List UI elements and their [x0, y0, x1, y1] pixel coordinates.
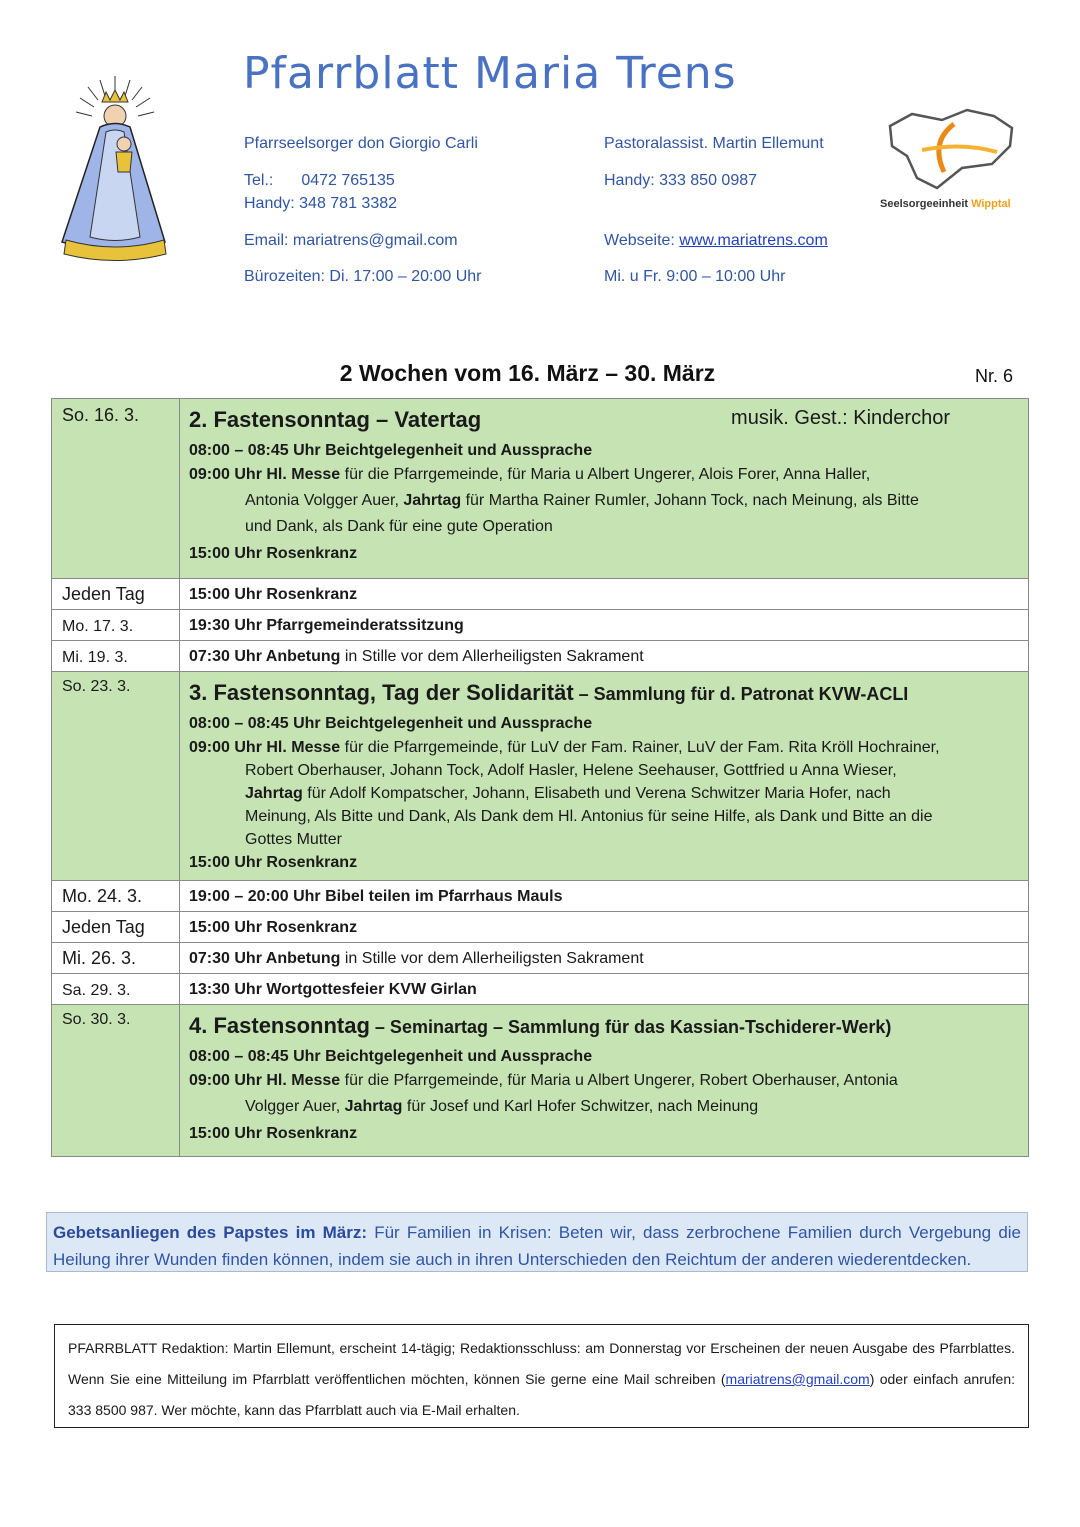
- rosary-line: 15:00 Uhr Rosenkranz: [189, 545, 358, 562]
- website-label: Webseite:: [604, 232, 680, 249]
- row-content: [180, 1005, 1029, 1157]
- row-content: 15:00 Uhr Rosenkranz: [180, 579, 1029, 610]
- prayer-label: Gebetsanliegen des Papstes im März:: [53, 1223, 368, 1242]
- row-content: 19:00 – 20:00 Uhr Bibel teilen im Pfarrhaus Mauls: [180, 881, 1029, 912]
- music-note: musik. Gest.: Kinderchor: [731, 407, 950, 429]
- rosary-line: 15:00 Uhr Rosenkranz: [189, 854, 358, 871]
- assistant-name: Pastoralassist. Martin Ellemunt: [604, 135, 824, 152]
- row-content: 07:30 Uhr Anbetung in Stille vor dem Allerheiligsten Sakrament: [180, 641, 1029, 672]
- row-date: So. 16. 3.: [52, 399, 180, 579]
- row-date: Mo. 24. 3.: [52, 881, 180, 912]
- seelsorgeeinheit-logo: [882, 106, 1022, 196]
- row-content: [180, 399, 1029, 579]
- row-content: 13:30 Uhr Wortgottesfeier KVW Girlan: [180, 974, 1029, 1005]
- table-row: [52, 881, 1029, 912]
- issue-number: Nr. 6: [975, 366, 1014, 386]
- email-value: mariatrens@gmail.com: [292, 232, 458, 249]
- row-date: Jeden Tag: [52, 579, 180, 610]
- table-row: [52, 610, 1029, 641]
- row-content: [180, 672, 1029, 881]
- priest-tel: [244, 172, 395, 190]
- confession-line: 08:00 – 08:45 Uhr Beichtgelegenheit und Aussprache: [189, 715, 593, 732]
- table-row: [52, 579, 1029, 610]
- row-date: So. 23. 3.: [52, 672, 180, 881]
- row-date: Mi. 19. 3.: [52, 641, 180, 672]
- table-row: [52, 672, 1029, 881]
- page-title: Pfarrblatt Maria Trens: [243, 48, 737, 99]
- row-content: 19:30 Uhr Pfarrgemeinderatssitzung: [180, 610, 1029, 641]
- confession-line: 08:00 – 08:45 Uhr Beichtgelegenheit und Aussprache: [189, 1048, 593, 1065]
- table-row: [52, 399, 1029, 579]
- tel-label: Tel.:: [244, 172, 274, 189]
- office-hours-1: Bürozeiten: Di. 17:00 – 20:00 Uhr: [244, 268, 482, 285]
- sunday-title: 4. Fastensonntag – Seminartag – Sammlung für das Kassian-Tschiderer-Werk): [189, 1013, 892, 1038]
- table-row: [52, 641, 1029, 672]
- mass-line: 09:00 Uhr Hl. Messe für die Pfarrgemeinde, für Maria u Albert Ungerer, Robert Oberhauser, Antonia Volgger Auer, Jahrtag für Josef und Karl Hofer Schwitzer, nach Meinung: [189, 1072, 898, 1115]
- row-date: Sa. 29. 3.: [52, 974, 180, 1005]
- schedule-table: [51, 398, 1029, 1157]
- madonna-illustration: [40, 72, 190, 272]
- email-label: Email:: [244, 232, 293, 249]
- office-hours-2: Mi. u Fr. 9:00 – 10:00 Uhr: [604, 268, 786, 285]
- rosary-line: 15:00 Uhr Rosenkranz: [189, 1125, 358, 1142]
- priest-handy: Handy: 348 781 3382: [244, 195, 398, 212]
- papal-prayer-box: [46, 1212, 1028, 1272]
- table-row: [52, 1005, 1029, 1157]
- row-date: Jeden Tag: [52, 912, 180, 943]
- row-date: So. 30. 3.: [52, 1005, 180, 1157]
- sunday-title: 2. Fastensonntag – Vatertag musik. Gest.: Kinderchor: [189, 407, 950, 432]
- row-content: 15:00 Uhr Rosenkranz: [180, 912, 1029, 943]
- row-date: Mo. 17. 3.: [52, 610, 180, 641]
- website-line: [604, 232, 828, 250]
- row-date: Mi. 26. 3.: [52, 943, 180, 974]
- sunday-title: 3. Fastensonntag, Tag der Solidarität – Sammlung für d. Patronat KVW-ACLI: [189, 680, 909, 705]
- table-row: [52, 974, 1029, 1005]
- assistant-handy: Handy: 333 850 0987: [604, 172, 758, 189]
- date-range-heading: 2 Wochen vom 16. März – 30. März: [339, 360, 716, 386]
- email-line: [244, 232, 458, 250]
- table-row: [52, 912, 1029, 943]
- table-row: [52, 943, 1029, 974]
- prayer-text: Für Familien in Krisen: Beten wir, dass zerbrochene Familien durch Vergebung die Heilung ihrer Wunden finden können, indem sie auch in ihren Unterschieden den Reichtum der anderen wiederentdecken.: [53, 1223, 1021, 1269]
- row-content: 07:30 Uhr Anbetung in Stille vor dem Allerheiligsten Sakrament: [180, 943, 1029, 974]
- mass-line: 09:00 Uhr Hl. Messe für die Pfarrgemeinde, für Maria u Albert Ungerer, Alois Forer, Anna Haller, Antonia Volgger Auer, Jahrtag für Martha Rainer Rumler, Johann Tock, nach Meinung, als Bitte und Dank, als Dank für eine gute Operation: [189, 466, 919, 535]
- footer-email-link[interactable]: mariatrens@gmail.com: [725, 1371, 870, 1387]
- mass-line: 09:00 Uhr Hl. Messe für die Pfarrgemeinde, für LuV der Fam. Rainer, LuV der Fam. Rita Kröll Hochrainer, Robert Oberhauser, Johann Tock, Adolf Hasler, Helene Seehauser, Gottfried u Anna Wieser, Jahrtag für Adolf Kompatscher, Johann, Elisabeth und Verena Schwitzer Maria Hofer, nach Meinung, Als Bitte und Dank, Als Dank dem Hl. Antonius für seine Hilfe, als Dank und Bitte an die Gottes Mutter: [189, 739, 940, 848]
- editorial-footer: PFARRBLATT Redaktion: Martin Ellemunt, erscheint 14-tägig; Redaktionsschluss: am Donnerstag vor Erscheinen der neuen Ausgabe des Pfarrblattes. Wenn Sie eine Mitteilung im Pfarrblatt veröffentlichen möchten, können Sie gerne eine Mail schreiben (mariatrens@gmail.com) oder einfach anrufen: 333 8500 987. Wer möchte, kann das Pfarrblatt auch via E-Mail erhalten.: [54, 1324, 1029, 1428]
- confession-line: 08:00 – 08:45 Uhr Beichtgelegenheit und Aussprache: [189, 442, 593, 459]
- tel-value: 0472 765135: [301, 172, 395, 189]
- logo-text: Seelsorgeeinheit Wipptal: [880, 198, 1011, 210]
- priest-name: Pfarrseelsorger don Giorgio Carli: [244, 135, 478, 152]
- website-link[interactable]: www.mariatrens.com: [679, 232, 828, 249]
